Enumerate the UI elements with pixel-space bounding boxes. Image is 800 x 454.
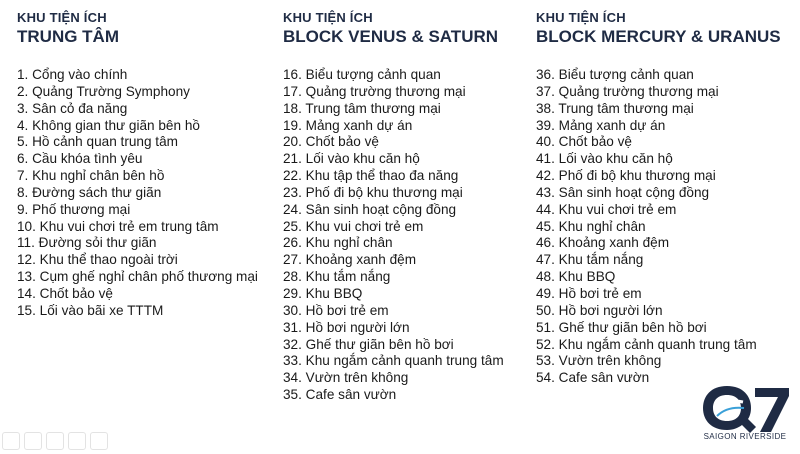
amenity-item: 6. Cầu khóa tình yêu [17, 151, 143, 167]
logo-subtext: SAIGON RIVERSIDE [703, 432, 787, 441]
amenity-item: 38. Trung tâm thương mại [536, 100, 694, 116]
amenity-item: 36. Biểu tượng cảnh quan [536, 67, 694, 82]
amenity-item: 14. Chốt bảo vệ [17, 285, 113, 301]
amenity-item: 15. Lối vào bãi xe TTTM [17, 302, 164, 318]
more-icon[interactable] [90, 432, 108, 450]
column-kicker: KHU TIỆN ÍCH [283, 10, 373, 25]
column-kicker: KHU TIỆN ÍCH [17, 10, 107, 25]
amenity-item: 44. Khu vui chơi trẻ em [536, 201, 677, 217]
amenity-item: 41. Lối vào khu căn hộ [536, 151, 673, 167]
amenity-item: 1. Cổng vào chính [17, 67, 128, 82]
amenity-item: 17. Quảng trường thương mại [283, 83, 466, 99]
column-heading: TRUNG TÂM [17, 27, 119, 46]
logo-q-icon [703, 386, 756, 433]
amenity-item: 50. Hồ bơi người lớn [536, 302, 663, 318]
amenity-item: 35. Cafe sân vườn [283, 387, 397, 403]
amenity-item: 25. Khu vui chơi trẻ em [283, 218, 424, 234]
slides-icon[interactable] [46, 432, 64, 450]
slide-toolbar [0, 428, 120, 454]
amenity-item: 34. Vườn trên không [283, 370, 409, 386]
amenity-item: 30. Hồ bơi trẻ em [283, 302, 389, 318]
amenity-item: 4. Không gian thư giãn bên hồ [17, 117, 200, 133]
amenity-item: 40. Chốt bảo vệ [536, 134, 632, 150]
pointer-icon[interactable] [2, 432, 20, 450]
amenity-item: 19. Mảng xanh dự án [283, 117, 413, 133]
amenity-list [17, 67, 258, 320]
amenity-item: 54. Cafe sân vườn [536, 370, 650, 386]
amenity-item: 5. Hồ cảnh quan trung tâm [17, 134, 178, 150]
amenity-item: 49. Hồ bơi trẻ em [536, 285, 642, 301]
amenity-item: 8. Đường sách thư giãn [17, 184, 162, 200]
amenity-item: 42. Phố đi bộ khu thương mại [536, 168, 716, 184]
amenity-item: 48. Khu BBQ [536, 269, 616, 285]
column-heading: BLOCK MERCURY & URANUS [536, 27, 781, 46]
amenity-item: 16. Biểu tượng cảnh quan [283, 67, 441, 82]
amenity-item: 10. Khu vui chơi trẻ em trung tâm [17, 218, 219, 234]
amenity-item: 23. Phố đi bộ khu thương mại [283, 184, 463, 200]
amenity-item: 37. Quảng trường thương mại [536, 83, 719, 99]
amenity-item: 2. Quảng Trường Symphony [17, 83, 190, 99]
amenity-item: 29. Khu BBQ [283, 285, 363, 301]
amenity-item: 31. Hồ bơi người lớn [283, 319, 410, 335]
amenity-item: 26. Khu nghỉ chân [283, 235, 393, 251]
column-trung-tam [17, 10, 272, 318]
column-venus-saturn [283, 10, 533, 403]
column-heading: BLOCK VENUS & SATURN [283, 27, 499, 46]
amenity-item: 39. Mảng xanh dự án [536, 117, 666, 133]
amenity-item: 21. Lối vào khu căn hộ [283, 151, 420, 167]
amenity-item: 43. Sân sinh hoạt cộng đồng [536, 184, 710, 200]
amenity-item: 32. Ghế thư giãn bên hồ bơi [283, 336, 454, 352]
amenity-item: 46. Khoảng xanh đệm [536, 235, 670, 251]
amenity-item: 13. Cụm ghế nghỉ chân phố thương mại [17, 269, 258, 285]
amenity-item: 9. Phố thương mại [17, 201, 131, 217]
amenity-item: 51. Ghế thư giãn bên hồ bơi [536, 319, 707, 335]
amenity-item: 24. Sân sinh hoạt cộng đồng [283, 201, 457, 217]
logo-seven-icon [755, 388, 789, 432]
amenity-item: 3. Sân cỏ đa năng [17, 100, 128, 116]
amenity-item: 20. Chốt bảo vệ [283, 134, 379, 150]
column-kicker: KHU TIỆN ÍCH [536, 10, 626, 25]
amenity-item: 18. Trung tâm thương mại [283, 100, 441, 116]
column-mercury-uranus [536, 10, 786, 386]
amenity-item: 27. Khoảng xanh đệm [283, 252, 417, 268]
amenity-item: 11. Đường sỏi thư giãn [17, 235, 157, 251]
amenity-item: 33. Khu ngắm cảnh quanh trung tâm [283, 353, 504, 369]
amenity-item: 7. Khu nghỉ chân bên hồ [17, 168, 165, 184]
amenity-list [536, 67, 757, 387]
amenity-item: 45. Khu nghỉ chân [536, 218, 646, 234]
amenity-item: 47. Khu tắm nắng [536, 252, 644, 268]
amenity-item: 12. Khu thể thao ngoài trời [17, 252, 178, 268]
amenity-item: 53. Vườn trên không [536, 353, 662, 369]
amenity-item: 22. Khu tập thể thao đa năng [283, 168, 459, 184]
amenity-list [283, 67, 504, 404]
pen-icon[interactable] [24, 432, 42, 450]
amenity-item: 28. Khu tắm nắng [283, 269, 391, 285]
zoom-icon[interactable] [68, 432, 86, 450]
amenity-item: 52. Khu ngắm cảnh quanh trung tâm [536, 336, 757, 352]
